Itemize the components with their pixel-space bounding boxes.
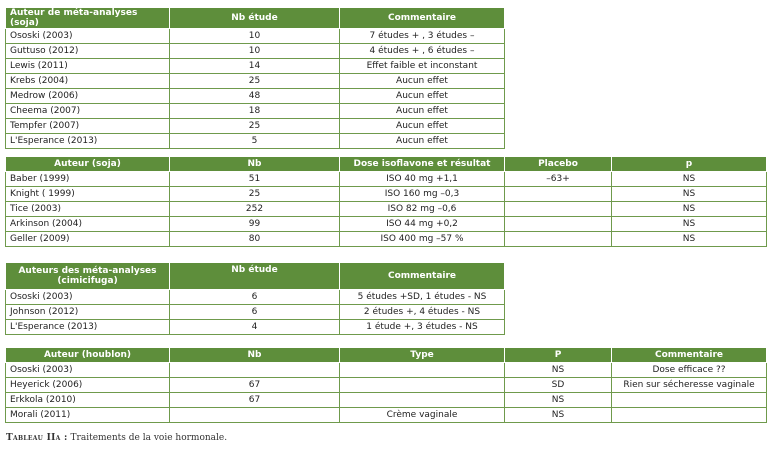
comment-cell: Effet faible et inconstant <box>340 59 505 74</box>
author-cell: Geller (2009) <box>6 232 170 247</box>
placebo-cell: –63+ <box>505 172 612 187</box>
dose-cell: ISO 40 mg +1,1 <box>340 172 505 187</box>
table-meta-analyses-soja <box>5 7 505 149</box>
author-cell: L'Esperance (2013) <box>6 320 170 335</box>
count-cell: 25 <box>170 119 340 134</box>
placebo-cell <box>505 187 612 202</box>
comment-cell: 5 études +SD, 1 études - NS <box>340 290 505 305</box>
comment-cell: Dose efficace ?? <box>612 363 767 378</box>
dose-cell: ISO 400 mg –57 % <box>340 232 505 247</box>
count-cell: 6 <box>170 305 340 320</box>
count-cell: 99 <box>170 217 340 232</box>
count-cell: 25 <box>170 187 340 202</box>
table-soja-isoflavone <box>5 156 767 247</box>
comment-cell: Rien sur sécheresse vaginale <box>612 378 767 393</box>
table-row <box>6 378 767 393</box>
author-cell: Medrow (2006) <box>6 89 170 104</box>
author-cell: Tempfer (2007) <box>6 119 170 134</box>
count-cell <box>170 408 340 423</box>
caption-label: Tableau IIa : <box>6 433 68 443</box>
type-cell <box>340 363 505 378</box>
comment-cell: Aucun effet <box>340 119 505 134</box>
count-cell: 18 <box>170 104 340 119</box>
author-cell: Guttuso (2012) <box>6 44 170 59</box>
table-meta-analyses-cimicifuga <box>5 262 505 335</box>
author-cell: Krebs (2004) <box>6 74 170 89</box>
table-header-row <box>6 263 505 290</box>
count-cell: 67 <box>170 378 340 393</box>
column-header: Type <box>340 348 505 363</box>
count-cell: 67 <box>170 393 340 408</box>
count-cell: 48 <box>170 89 340 104</box>
column-header: Auteur (houblon) <box>6 348 170 363</box>
author-cell: Morali (2011) <box>6 408 170 423</box>
table-row <box>6 290 505 305</box>
author-cell: Tice (2003) <box>6 202 170 217</box>
table-row <box>6 408 767 423</box>
comment-cell: Aucun effet <box>340 89 505 104</box>
p-cell: NS <box>612 232 767 247</box>
table-row <box>6 59 505 74</box>
column-header: Auteur de méta-analyses (soja) <box>6 8 170 29</box>
table-row <box>6 232 767 247</box>
count-cell: 10 <box>170 44 340 59</box>
author-cell: Knight ( 1999) <box>6 187 170 202</box>
count-cell: 51 <box>170 172 340 187</box>
count-cell: 14 <box>170 59 340 74</box>
table-houblon <box>5 347 767 423</box>
author-cell: Heyerick (2006) <box>6 378 170 393</box>
author-cell: Ososki (2003) <box>6 290 170 305</box>
table-row <box>6 320 505 335</box>
type-cell <box>340 378 505 393</box>
author-cell: Johnson (2012) <box>6 305 170 320</box>
table-row <box>6 305 505 320</box>
table-row <box>6 363 767 378</box>
p-cell: NS <box>505 363 612 378</box>
column-header: Dose isoflavone et résultat <box>340 157 505 172</box>
count-cell: 5 <box>170 134 340 149</box>
dose-cell: ISO 82 mg –0,6 <box>340 202 505 217</box>
table-row <box>6 134 505 149</box>
p-cell: NS <box>505 408 612 423</box>
column-header: Commentaire <box>340 263 505 290</box>
table-row <box>6 172 767 187</box>
comment-cell: Aucun effet <box>340 74 505 89</box>
count-cell <box>170 363 340 378</box>
table-row <box>6 74 505 89</box>
table-header-row <box>6 157 767 172</box>
placebo-cell <box>505 217 612 232</box>
p-cell: NS <box>612 187 767 202</box>
column-header: p <box>612 157 767 172</box>
count-cell: 4 <box>170 320 340 335</box>
count-cell: 10 <box>170 29 340 44</box>
table-row <box>6 393 767 408</box>
table-row <box>6 202 767 217</box>
dose-cell: ISO 44 mg +0,2 <box>340 217 505 232</box>
author-cell: Baber (1999) <box>6 172 170 187</box>
p-cell: NS <box>505 393 612 408</box>
comment-cell: 4 études + , 6 études – <box>340 44 505 59</box>
column-header: Auteurs des méta-analyses (cimicifuga) <box>6 263 170 290</box>
p-cell: SD <box>505 378 612 393</box>
comment-cell: 1 étude +, 3 études - NS <box>340 320 505 335</box>
table-header-row <box>6 348 767 363</box>
author-cell: L'Esperance (2013) <box>6 134 170 149</box>
table-row <box>6 89 505 104</box>
comment-cell: Aucun effet <box>340 134 505 149</box>
column-header: P <box>505 348 612 363</box>
author-cell: Erkkola (2010) <box>6 393 170 408</box>
column-header: Nb <box>170 348 340 363</box>
table-row <box>6 119 505 134</box>
caption-text: Traitements de la voie hormonale. <box>67 433 228 443</box>
type-cell <box>340 393 505 408</box>
comment-cell <box>612 408 767 423</box>
p-cell: NS <box>612 172 767 187</box>
column-header: Commentaire <box>340 8 505 29</box>
table-caption <box>6 433 227 443</box>
count-cell: 252 <box>170 202 340 217</box>
author-cell: Lewis (2011) <box>6 59 170 74</box>
column-header: Nb étude <box>170 8 340 29</box>
table-header-row <box>6 8 505 29</box>
count-cell: 6 <box>170 290 340 305</box>
p-cell: NS <box>612 202 767 217</box>
comment-cell: 2 études +, 4 études - NS <box>340 305 505 320</box>
table-row <box>6 104 505 119</box>
placebo-cell <box>505 232 612 247</box>
comment-cell: 7 études + , 3 études – <box>340 29 505 44</box>
p-cell: NS <box>612 217 767 232</box>
column-header: Commentaire <box>612 348 767 363</box>
comment-cell <box>612 393 767 408</box>
count-cell: 80 <box>170 232 340 247</box>
column-header: Auteur (soja) <box>6 157 170 172</box>
count-cell: 25 <box>170 74 340 89</box>
author-cell: Arkinson (2004) <box>6 217 170 232</box>
type-cell: Crème vaginale <box>340 408 505 423</box>
table-row <box>6 29 505 44</box>
column-header: Placebo <box>505 157 612 172</box>
placebo-cell <box>505 202 612 217</box>
author-cell: Cheema (2007) <box>6 104 170 119</box>
comment-cell: Aucun effet <box>340 104 505 119</box>
author-cell: Ososki (2003) <box>6 363 170 378</box>
table-row <box>6 217 767 232</box>
author-cell: Ososki (2003) <box>6 29 170 44</box>
dose-cell: ISO 160 mg –0,3 <box>340 187 505 202</box>
table-row <box>6 44 505 59</box>
table-row <box>6 187 767 202</box>
column-header: Nb étude <box>170 263 340 290</box>
column-header: Nb <box>170 157 340 172</box>
